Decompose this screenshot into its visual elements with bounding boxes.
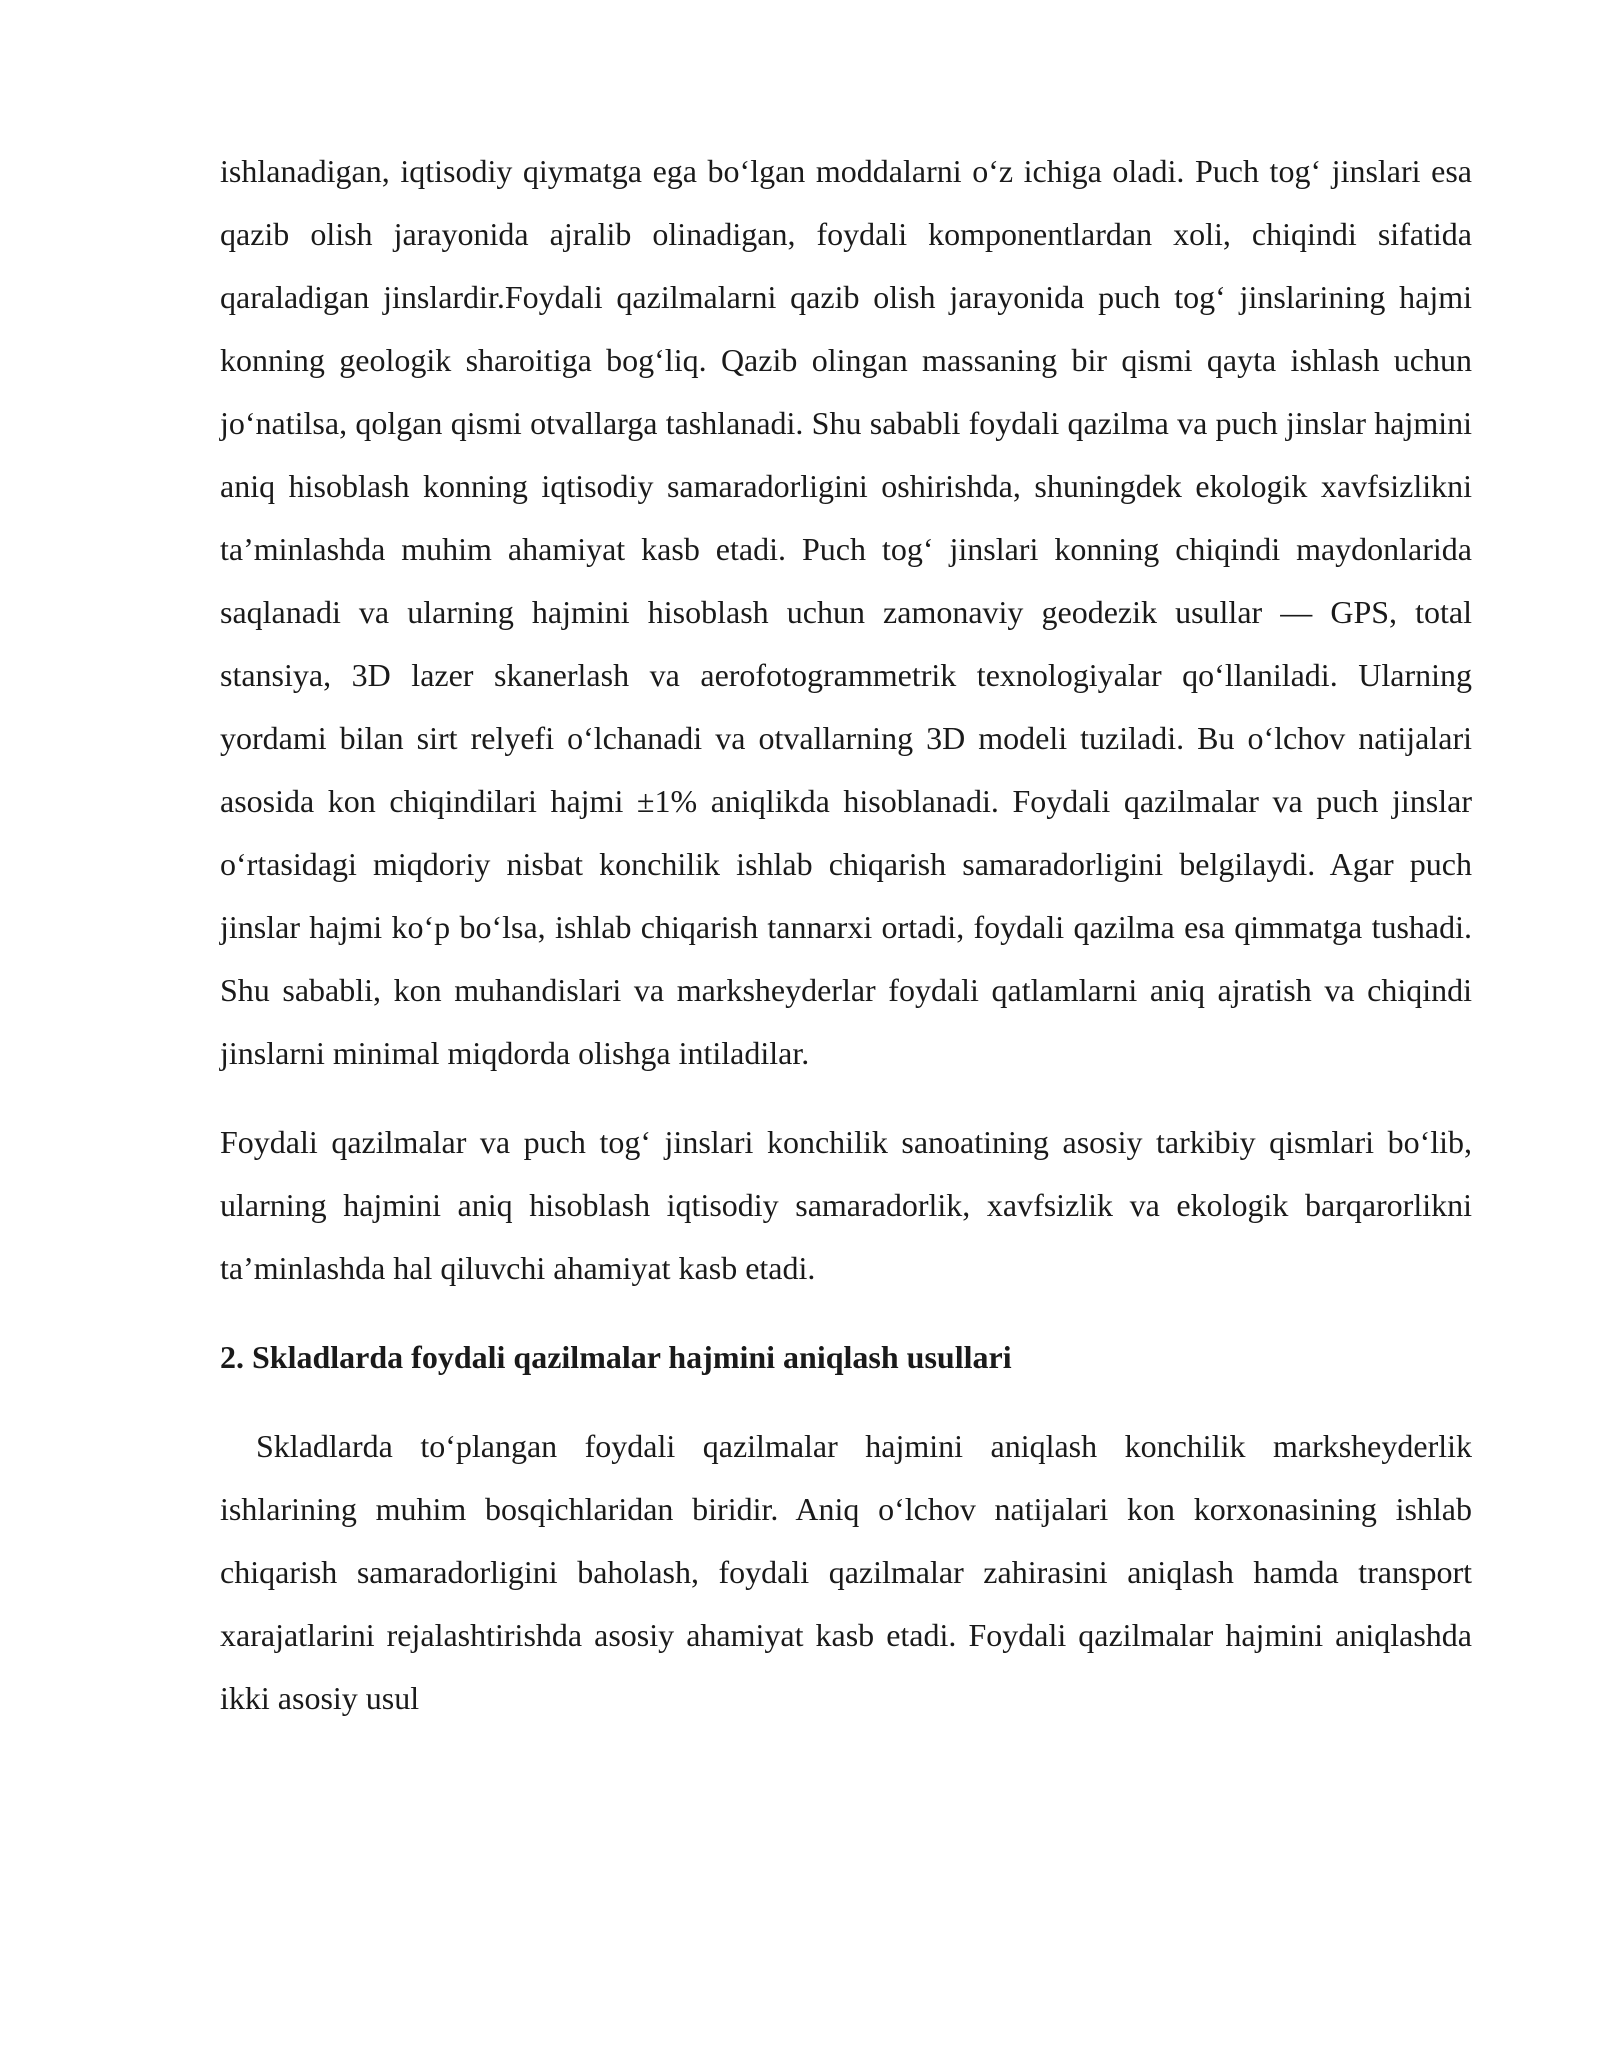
body-paragraph-1: ishlanadigan, iqtisodiy qiymatga ega bo‘lgan moddalarni o‘z ichiga oladi. Puch tog‘ jinslari esa qazib olish jarayonida ajralib olinadigan, foydali komponentlardan xoli, chiqindi sifatida qaraladigan jinslardir.Foydali qazilmalarni qazib olish jarayonida puch tog‘ jinslarining hajmi konning geologik sharoitiga bog‘liq. Qazib olingan massaning bir qismi qayta ishlash uchun jo‘natilsa, qolgan qismi otvallarga tashlanadi. Shu sababli foydali qazilma va puch jinslar hajmini aniq hisoblash konning iqtisodiy samaradorligini oshirishda, shuningdek ekologik xavfsizlikni ta’minlashda muhim ahamiyat kasb etadi. Puch tog‘ jinslari konning chiqindi maydonlarida saqlanadi va ularning hajmini hisoblash uchun zamonaviy geodezik usullar — GPS, total stansiya, 3D lazer skanerlash va aerofotogrammetrik texnologiyalar qo‘llaniladi. Ularning yordami bilan sirt relyefi o‘lchanadi va otvallarning 3D modeli tuziladi. Bu o‘lchov natijalari asosida kon chiqindilari hajmi ±1% aniqlikda hisoblanadi. Foydali qazilmalar va puch jinslar o‘rtasidagi miqdoriy nisbat konchilik ishlab chiqarish samaradorligini belgilaydi. Agar puch jinslar hajmi ko‘p bo‘lsa, ishlab chiqarish tannarxi ortadi, foydali qazilma esa qimmatga tushadi. Shu sababli, kon muhandislari va marksheyderlar foydali qatlamlarni aniq ajratish va chiqindi jinslarni minimal miqdorda olishga intiladilar. [220,153,1472,1071]
section-paragraph: Skladlarda to‘plangan foydali qazilmalar hajmini aniqlash konchilik marksheyderlik ishlarining muhim bosqichlaridan biridir. Aniq o‘lchov natijalari kon korxonasining ishlab chiqarish samaradorligini baholash, foydali qazilmalar zahirasini aniqlash hamda transport xarajatlarini rejalashtirishda asosiy ahamiyat kasb etadi. Foydali qazilmalar hajmini aniqlashda ikki asosiy usul [220,1428,1472,1716]
section-heading: 2. Skladlarda foydali qazilmalar hajmini aniqlash usullari [220,1339,1012,1375]
body-paragraph-2: Foydali qazilmalar va puch tog‘ jinslari konchilik sanoatining asosiy tarkibiy qismlari bo‘lib, ularning hajmini aniq hisoblash iqtisodiy samaradorlik, xavfsizlik va ekologik barqarorlikni ta’minlashda hal qiluvchi ahamiyat kasb etadi. [220,1124,1472,1286]
document-page [220,140,1472,1730]
